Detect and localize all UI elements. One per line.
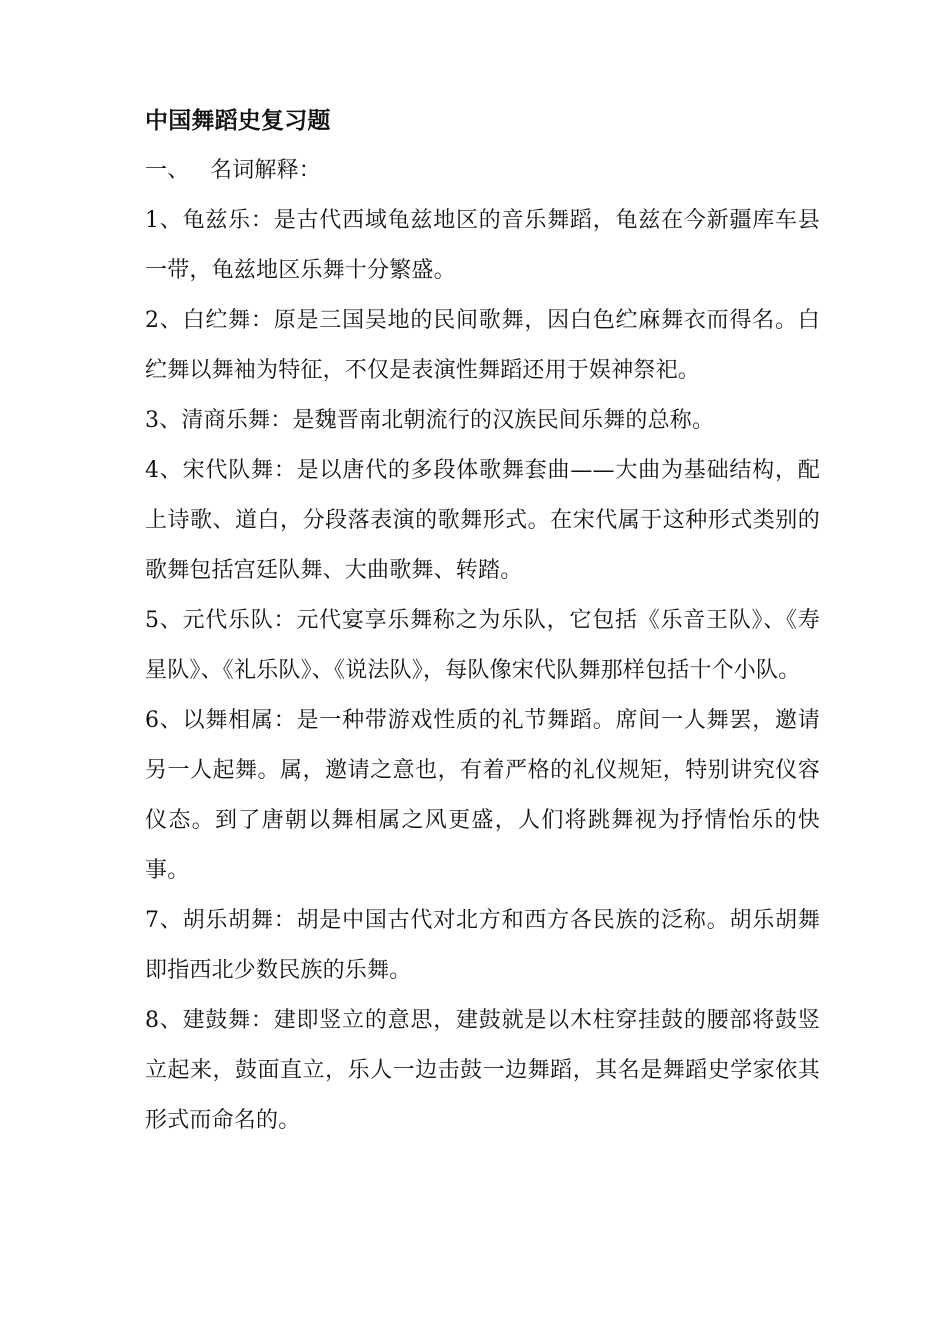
- term-yiwu-xiangshu: 6、以舞相属：是一种带游戏性质的礼节舞蹈。席间一人舞罢，邀请另一人起舞。属，邀请之意也，有着严格的礼仪规矩，特别讲究仪容仪态。到了唐朝以舞相属之风更盛，人们将跳舞视为抒情怡乐的快事。: [145, 708, 820, 883]
- term-qingshang-music-dance: 3、清商乐舞：是魏晋南北朝流行的汉族民间乐舞的总称。: [145, 408, 715, 433]
- term-hu-music-dance: 7、胡乐胡舞：胡是中国古代对北方和西方各民族的泛称。胡乐胡舞即指西北少数民族的乐舞。: [145, 908, 820, 983]
- document-title: 中国舞蹈史复习题: [145, 108, 331, 134]
- section-number: 一、: [145, 158, 190, 183]
- term-song-team-dance: 4、宋代队舞：是以唐代的多段体歌舞套曲——大曲为基础结构，配上诗歌、道白，分段落表演的歌舞形式。在宋代属于这种形式类别的歌舞包括宫廷队舞、大曲歌舞、转踏。: [145, 458, 820, 583]
- term-yuan-troupe: 5、元代乐队：元代宴享乐舞称之为乐队，它包括《乐音王队》、《寿星队》、《礼乐队》、《说法队》，每队像宋代队舞那样包括十个小队。: [145, 608, 820, 683]
- section-heading: [145, 146, 820, 196]
- section-heading-text: 名词解释：: [210, 158, 322, 183]
- term-guci-music: 1、龟兹乐：是古代西域龟兹地区的音乐舞蹈，龟兹在今新疆库车县一带，龟兹地区乐舞十分繁盛。: [145, 208, 820, 283]
- document-body: [145, 96, 820, 1146]
- term-jiangu-dance: 8、建鼓舞：建即竖立的意思，建鼓就是以木柱穿挂鼓的腰部将鼓竖立起来，鼓面直立，乐人一边击鼓一边舞蹈，其名是舞蹈史学家依其形式而命名的。: [145, 1008, 820, 1133]
- term-baizhu-dance: 2、白纻舞：原是三国吴地的民间歌舞，因白色纻麻舞衣而得名。白纻舞以舞袖为特征，不仅是表演性舞蹈还用于娱神祭祀。: [145, 308, 820, 383]
